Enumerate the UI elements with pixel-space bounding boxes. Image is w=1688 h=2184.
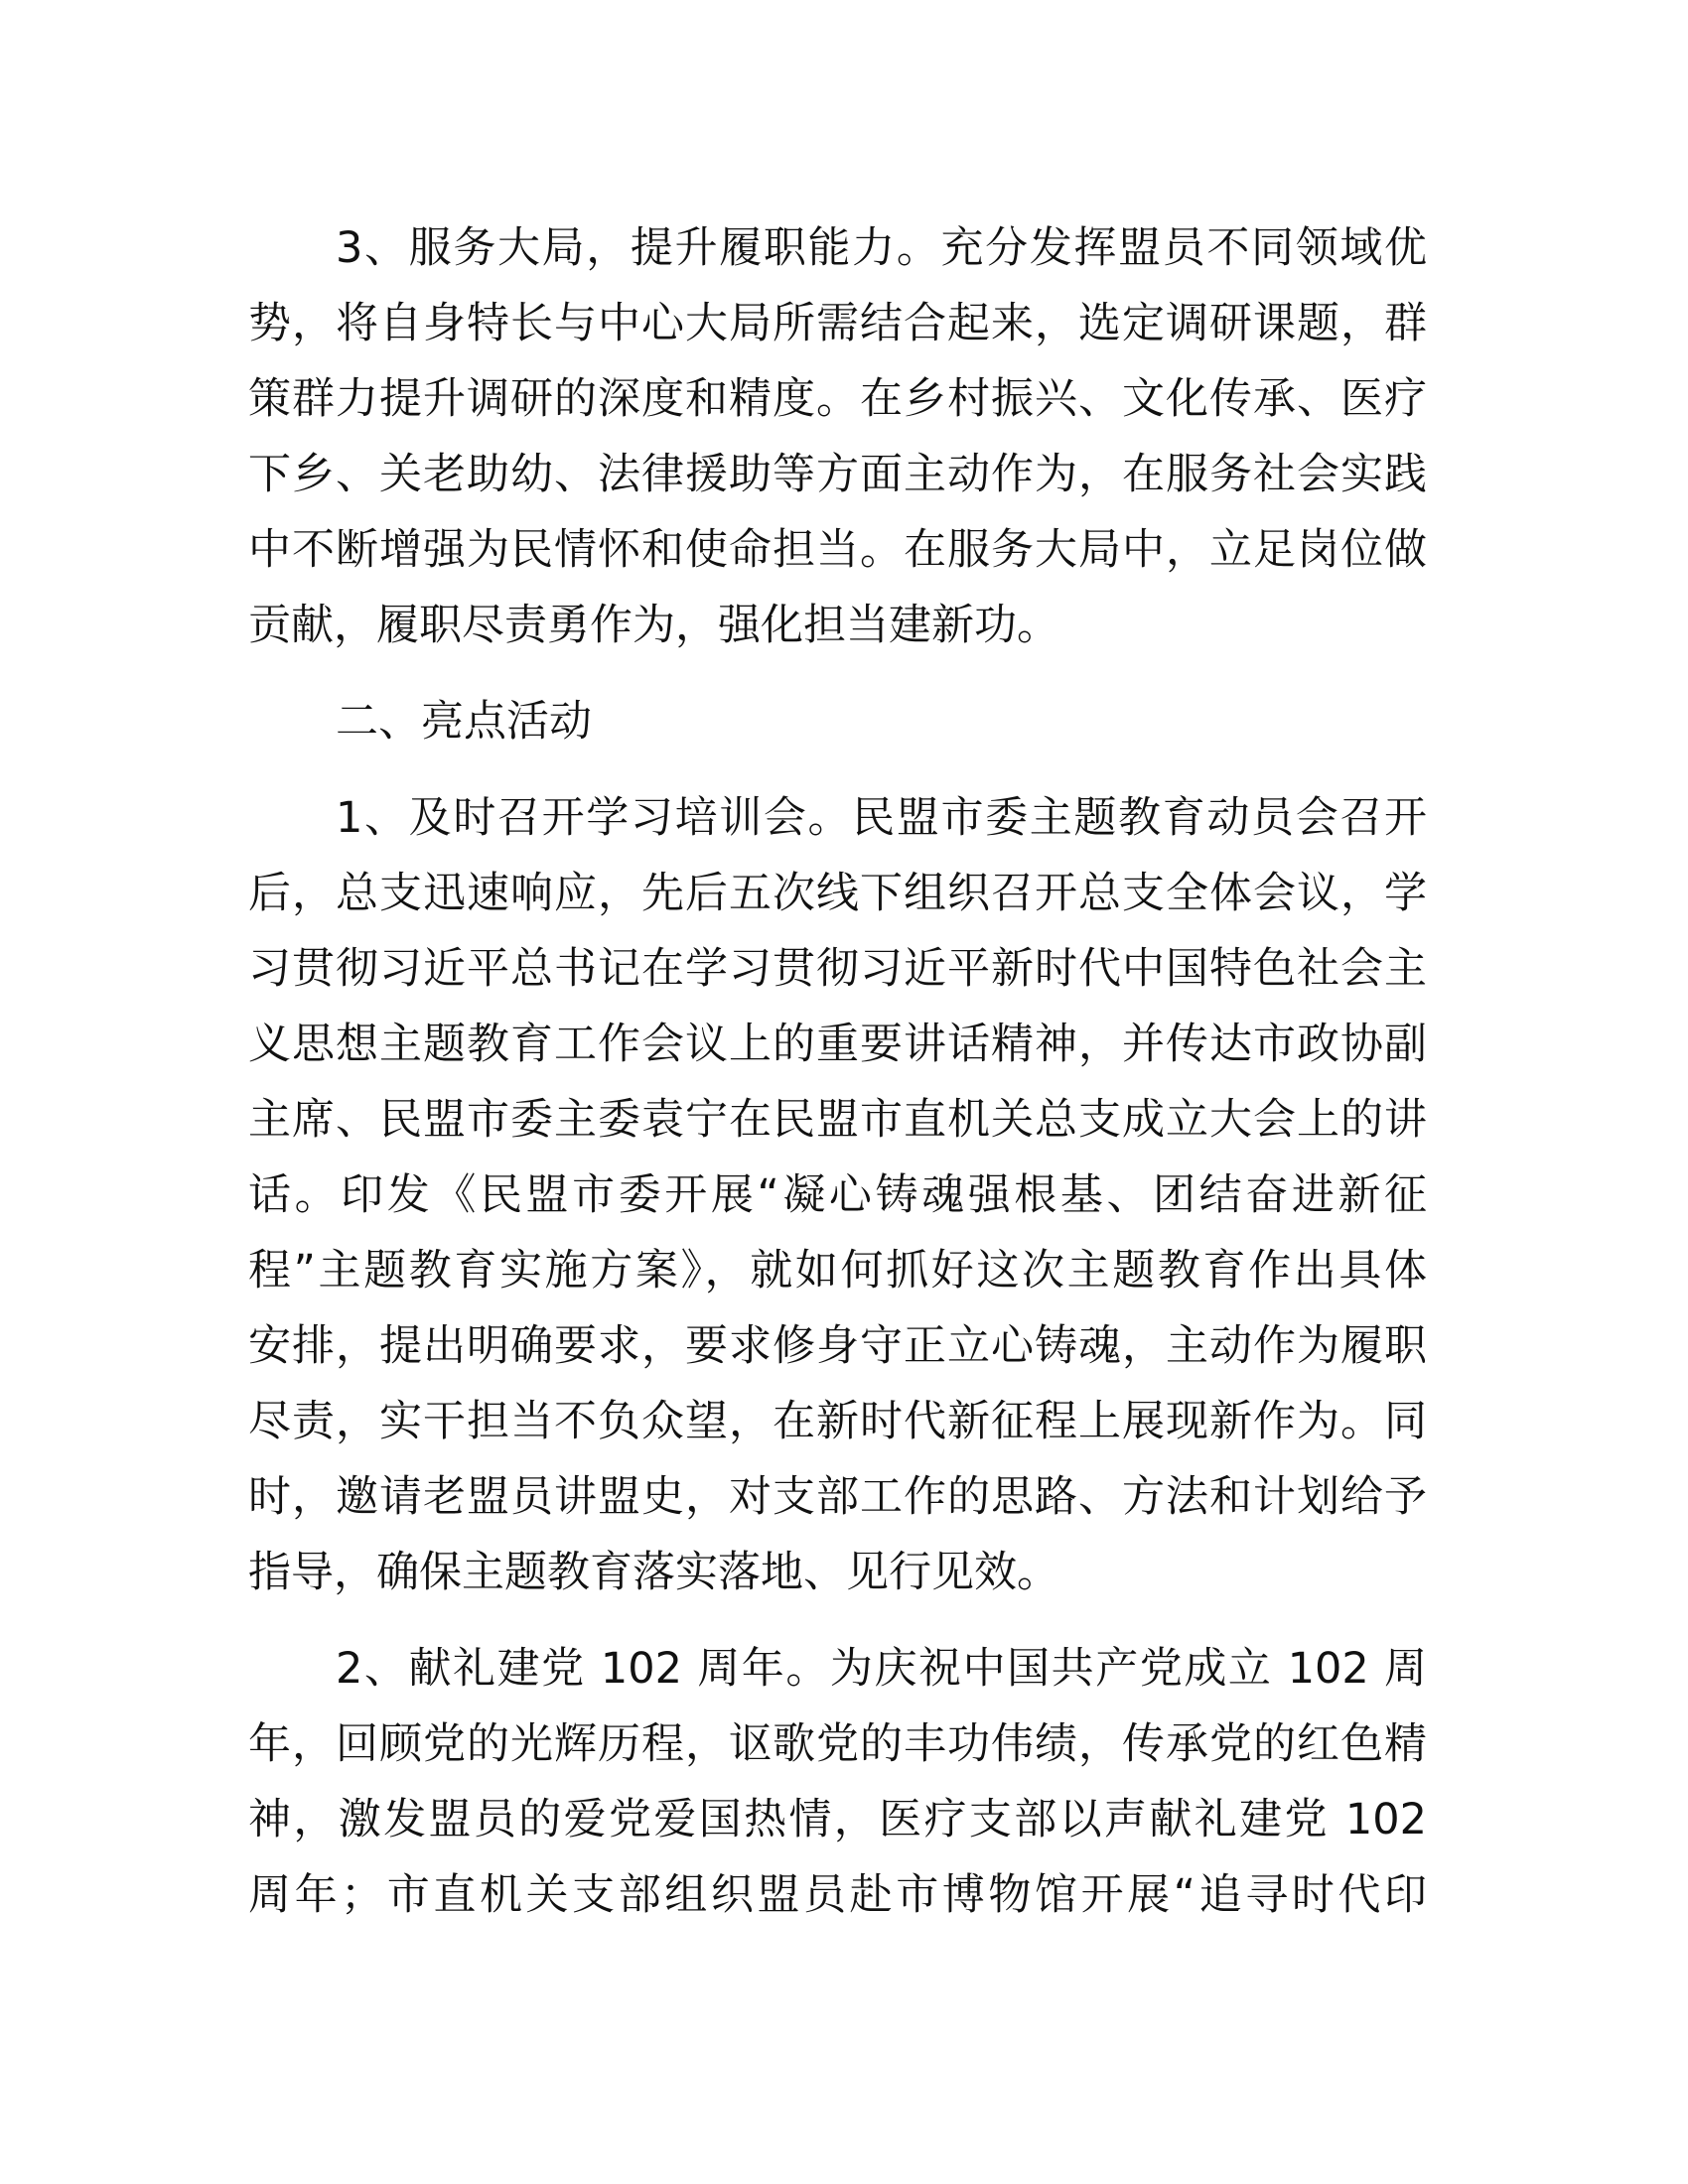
text-line: 周年；市直机关支部组织盟员赴市博物馆开展“追寻时代印: [248, 1870, 1427, 1920]
text-line: 1、及时召开学习培训会。民盟市委主题教育动员会召开: [336, 793, 1427, 843]
text-line: 下乡、关老助幼、法律援助等方面主动作为，在服务社会实践: [248, 450, 1427, 499]
text-line: 神，激发盟员的爱党爱国热情，医疗支部以声献礼建党 102: [248, 1795, 1427, 1844]
paragraph: [248, 684, 1427, 759]
text-line: 主席、民盟市委主委袁宁在民盟市直机关总支成立大会上的讲: [248, 1095, 1427, 1145]
text-line: 时，邀请老盟员讲盟史，对支部工作的思路、方法和计划给予: [248, 1472, 1427, 1522]
text-line: 习贯彻习近平总书记在学习贯彻习近平新时代中国特色社会主: [248, 944, 1427, 994]
text-line: 2、献礼建党 102 周年。为庆祝中国共产党成立 102 周: [336, 1644, 1427, 1694]
text-line: 安排，提出明确要求，要求修身守正立心铸魂，主动作为履职: [248, 1321, 1427, 1371]
text-line: 二、亮点活动: [336, 697, 592, 747]
paragraph: [248, 1631, 1427, 1933]
paragraph: [248, 210, 1427, 663]
text-line: 话。印发《民盟市委开展“凝心铸魂强根基、团结奋进新征: [248, 1170, 1427, 1220]
document-body: [248, 210, 1427, 1954]
text-line: 程”主题教育实施方案》，就如何抓好这次主题教育作出具体: [248, 1246, 1427, 1296]
text-line: 后，总支迅速响应，先后五次线下组织召开总支全体会议，学: [248, 869, 1427, 918]
text-line: 义思想主题教育工作会议上的重要讲话精神，并传达市政协副: [248, 1020, 1427, 1069]
paragraph: [248, 780, 1427, 1610]
text-line: 尽责，实干担当不负众望，在新时代新征程上展现新作为。同: [248, 1397, 1427, 1446]
text-line: 指导，确保主题教育落实落地、见行见效。: [248, 1548, 1059, 1597]
text-line: 势，将自身特长与中心大局所需结合起来，选定调研课题，群: [248, 299, 1427, 348]
text-line: 年，回顾党的光辉历程，讴歌党的丰功伟绩，传承党的红色精: [248, 1719, 1427, 1769]
text-line: 策群力提升调研的深度和精度。在乡村振兴、文化传承、医疗: [248, 374, 1427, 424]
text-line: 中不断增强为民情怀和使命担当。在服务大局中，立足岗位做: [248, 525, 1427, 575]
text-line: 3、服务大局，提升履职能力。充分发挥盟员不同领域优: [336, 223, 1427, 273]
text-line: 贡献，履职尽责勇作为，强化担当建新功。: [248, 601, 1059, 650]
